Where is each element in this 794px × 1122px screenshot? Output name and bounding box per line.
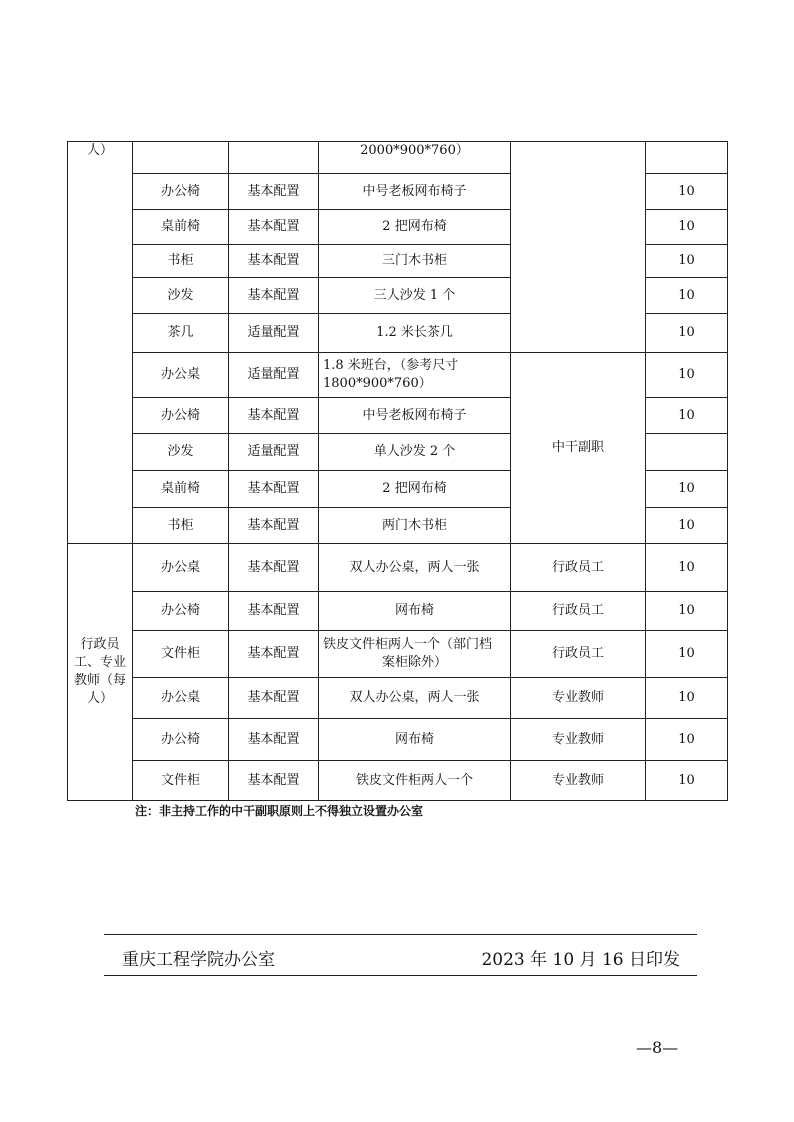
item-cell: 桌前椅 [133,471,229,508]
item-cell: 沙发 [133,278,229,314]
item-cell: 办公椅 [133,174,229,210]
group-cell-staff: 行政员工、专业教师（每人） [68,544,133,801]
level-cell: 适量配置 [229,434,319,471]
item-cell: 办公椅 [133,592,229,631]
level-cell: 基本配置 [229,761,319,801]
furniture-config-table [67,141,728,801]
spec-cell: 铁皮文件柜两人一个 [319,761,511,801]
item-cell: 办公椅 [133,398,229,434]
level-cell: 基本配置 [229,278,319,314]
user-cell: 行政员工 [511,631,646,678]
qty-cell: 10 [646,719,728,761]
level-cell: 基本配置 [229,210,319,245]
qty-cell: 10 [646,314,728,353]
level-cell: 基本配置 [229,678,319,719]
level-cell: 基本配置 [229,471,319,508]
table-cell [646,142,728,174]
user-cell: 专业教师 [511,761,646,801]
level-cell: 基本配置 [229,631,319,678]
qty-cell: 10 [646,398,728,434]
table-note: 注：非主持工作的中干副职原则上不得独立设置办公室 [135,804,424,818]
level-cell: 适量配置 [229,314,319,353]
table-cell [133,142,229,174]
table-row [68,678,728,719]
spec-cell: 中号老板网布椅子 [319,398,511,434]
spec-cell: 双人办公桌，两人一张 [319,678,511,719]
level-cell: 基本配置 [229,174,319,210]
issue-date: 2023 年 10 月 16 日印发 [481,950,680,970]
table-row [68,353,728,398]
item-cell: 书柜 [133,508,229,544]
group-cell-continued: 人） [68,142,133,544]
qty-cell: 10 [646,210,728,245]
qty-cell: 10 [646,508,728,544]
table-row [68,592,728,631]
spec-cell [319,631,511,678]
table-row [68,544,728,592]
table-row [68,631,728,678]
table-row [68,761,728,801]
qty-cell: 10 [646,471,728,508]
level-cell: 基本配置 [229,592,319,631]
spec-line: 案柜除外） [381,655,447,670]
footer-top-rule [104,934,697,935]
spec-line: 1.8 米班台，（参考尺寸 [323,358,459,373]
spec-line: 1800*900*760） [323,376,432,391]
level-cell: 适量配置 [229,353,319,398]
spec-line: 铁皮文件柜两人一个（部门档 [323,637,493,652]
level-cell: 基本配置 [229,544,319,592]
qty-cell: 10 [646,544,728,592]
spec-cell: 双人办公桌，两人一张 [319,544,511,592]
qty-cell: 10 [646,631,728,678]
spec-cell: 1.2 米长茶几 [319,314,511,353]
spec-cell: 三人沙发 1 个 [319,278,511,314]
item-cell: 办公椅 [133,719,229,761]
level-cell: 基本配置 [229,719,319,761]
qty-cell: 10 [646,353,728,398]
table-row [68,719,728,761]
level-cell: 基本配置 [229,398,319,434]
user-cell: 行政员工 [511,544,646,592]
spec-cell: 三门木书柜 [319,245,511,278]
item-cell: 办公桌 [133,544,229,592]
item-cell: 书柜 [133,245,229,278]
qty-cell: 10 [646,761,728,801]
qty-cell: 10 [646,245,728,278]
level-cell: 基本配置 [229,508,319,544]
user-cell-blank [511,142,646,353]
item-cell: 文件柜 [133,631,229,678]
user-cell: 专业教师 [511,678,646,719]
user-cell: 中干副职 [511,353,646,544]
spec-cell: 2 把网布椅 [319,471,511,508]
page-number: —8— [636,1038,679,1057]
user-cell: 行政员工 [511,592,646,631]
level-cell: 基本配置 [229,245,319,278]
footer-bottom-rule [104,975,697,976]
table-row [68,142,728,174]
item-cell: 茶几 [133,314,229,353]
spec-cell: 两门木书柜 [319,508,511,544]
item-cell: 文件柜 [133,761,229,801]
qty-cell [646,434,728,471]
item-cell: 办公桌 [133,353,229,398]
spec-cell: 网布椅 [319,719,511,761]
table-cell [229,142,319,174]
qty-cell: 10 [646,278,728,314]
spec-cell: 中号老板网布椅子 [319,174,511,210]
item-cell: 办公桌 [133,678,229,719]
spec-cell: 单人沙发 2 个 [319,434,511,471]
user-cell: 专业教师 [511,719,646,761]
item-cell: 沙发 [133,434,229,471]
qty-cell: 10 [646,592,728,631]
qty-cell: 10 [646,174,728,210]
issuer-label: 重庆工程学院办公室 [122,950,275,970]
qty-cell: 10 [646,678,728,719]
spec-cell: 2000*900*760） [319,142,511,174]
spec-cell: 网布椅 [319,592,511,631]
spec-cell [319,353,511,398]
item-cell: 桌前椅 [133,210,229,245]
spec-cell: 2 把网布椅 [319,210,511,245]
